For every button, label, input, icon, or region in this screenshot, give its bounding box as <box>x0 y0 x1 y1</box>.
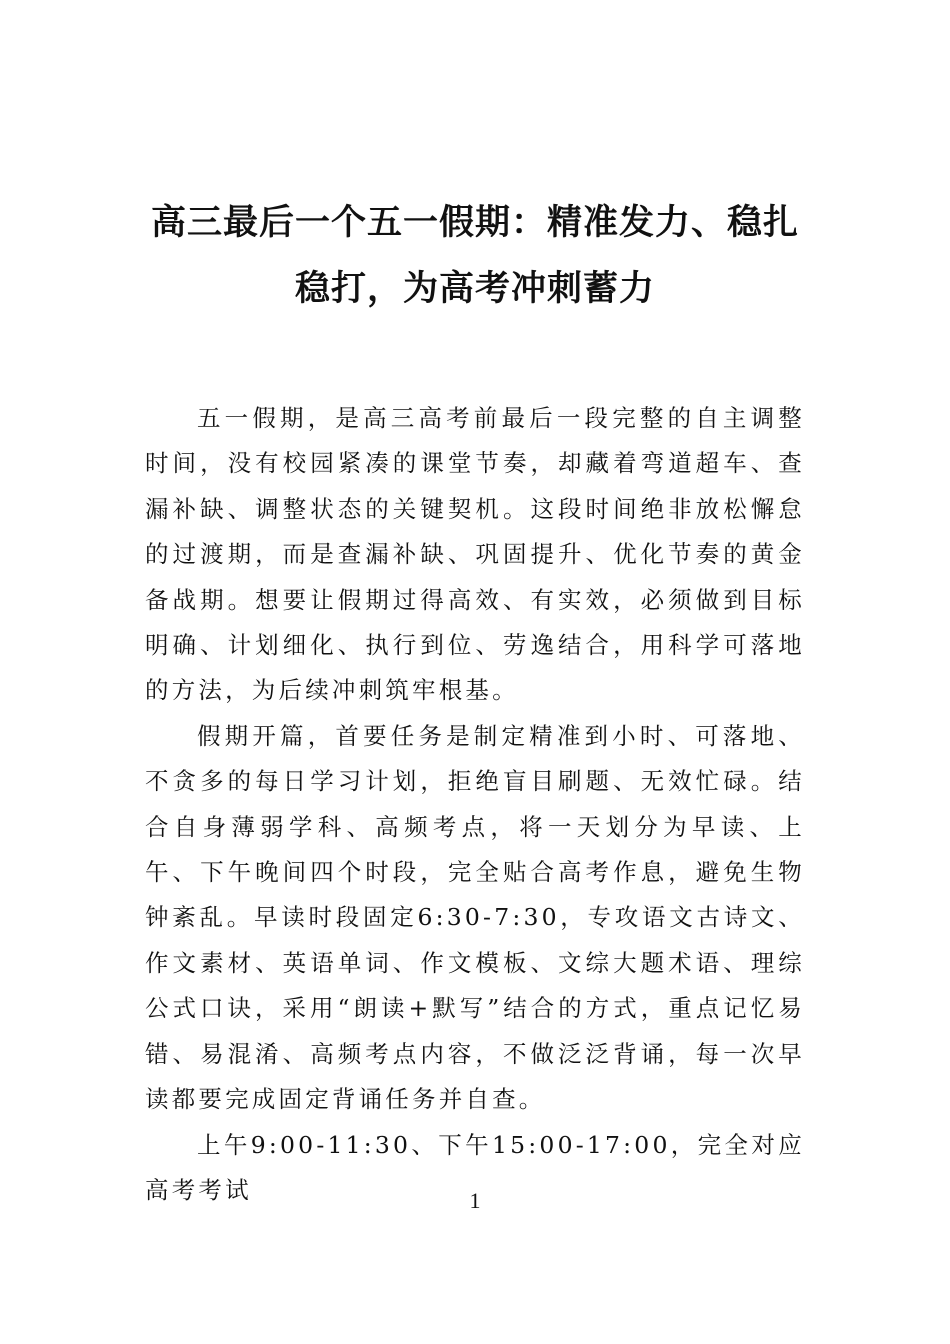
paragraph-1: 五一假期，是高三高考前最后一段完整的自主调整时间，没有校园紧凑的课堂节奏，却藏着弯道超车、查漏补缺、调整状态的关键契机。这段时间绝非放松懈怠的过渡期，而是查漏补缺、巩固提升、优化节奏的黄金备战期。想要让假期过得高效、有实效，必须做到目标明确、计划细化、执行到位、劳逸结合，用科学可落地的方法，为后续冲刺筑牢根基。 <box>145 404 805 705</box>
title-line-1: 高三最后一个五一假期：精准发力、稳扎 <box>150 202 799 243</box>
page-number: 1 <box>469 1188 481 1213</box>
paragraph-2: 假期开篇，首要任务是制定精准到小时、可落地、不贪多的每日学习计划，拒绝盲目刷题、无效忙碌。结合自身薄弱学科、高频考点，将一天划分为早读、上午、下午晚间四个时段，完全贴合高考作息，避免生物钟紊乱。早读时段固定6:30-7:30，专攻语文古诗文、作文素材、英语单词、作文模板、文综大题术语、理综公式口诀，采用“朗读+默写”结合的方式，重点记忆易错、易混淆、高频考点内容，不做泛泛背诵，每一次早读都要完成固定背诵任务并自查。 <box>145 721 805 1114</box>
document-title <box>140 190 810 322</box>
paragraph-3: 上午9:00-11:30、下午15:00-17:00，完全对应高考考试 <box>145 1130 805 1204</box>
title-line-2: 稳打，为高考冲刺蓄力 <box>294 268 655 309</box>
document-body <box>145 396 805 1213</box>
